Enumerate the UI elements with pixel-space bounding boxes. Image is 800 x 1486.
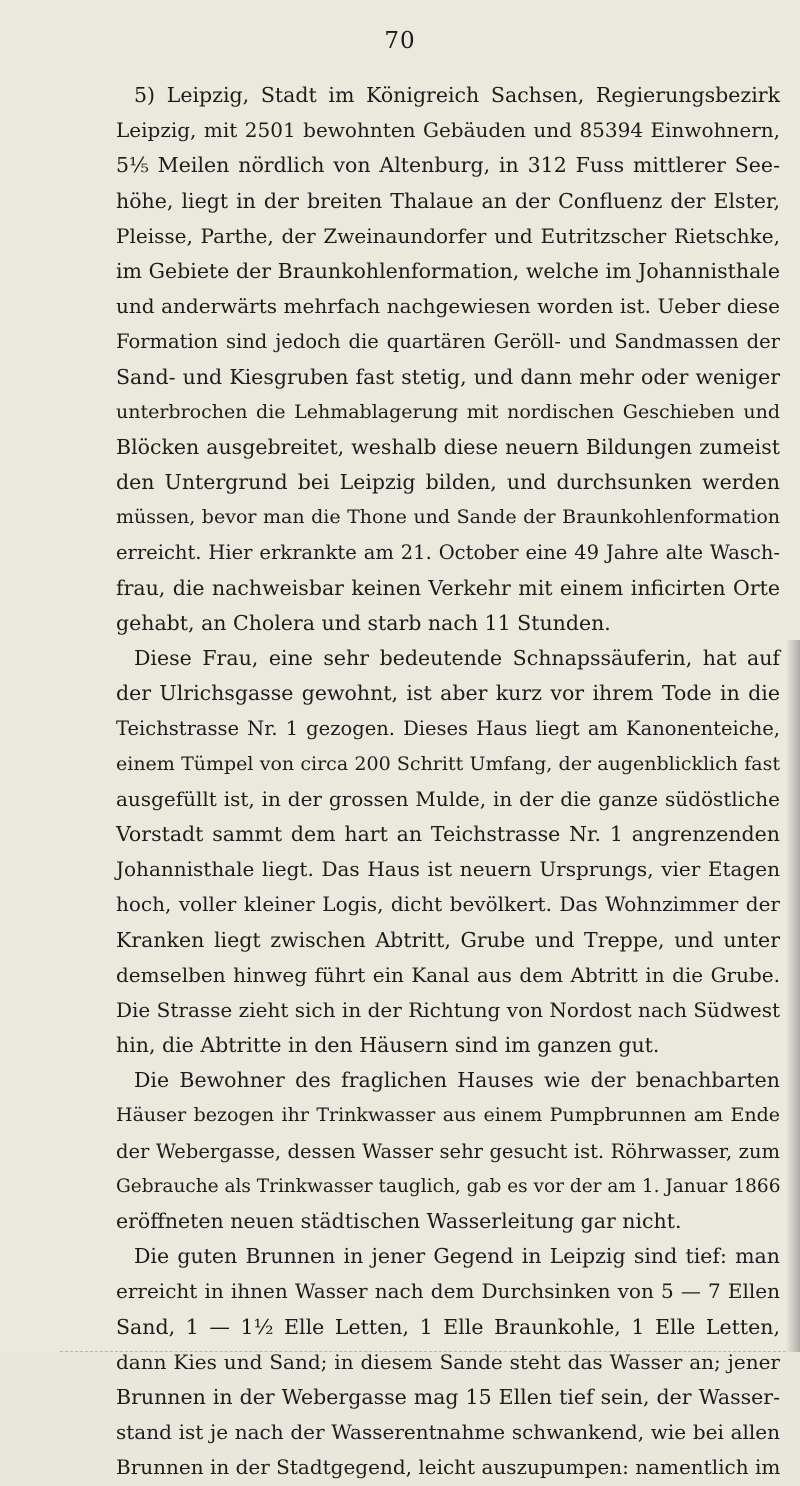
text-line: der Webergasse, dessen Wasser sehr gesucht ist. Röhrwasser, zum <box>116 1139 780 1163</box>
text-line: Vorstadt sammt dem hart an Teichstrasse Nr. 1 angrenzenden <box>116 821 780 846</box>
text-line: Häuser bezogen ihr Trinkwasser aus einem Pumpbrunnen am Ende <box>116 1104 780 1127</box>
text-line: demselben hinweg führt ein Kanal aus dem Abtritt in die Grube. <box>116 962 780 987</box>
page-number: 70 <box>384 28 416 54</box>
text-line: stand ist je nach der Wasserentnahme schwankend, wie bei allen <box>116 1420 780 1445</box>
text-line: Die guten Brunnen in jener Gegend in Leipzig sind tief: man <box>134 1244 780 1269</box>
text-line: hoch, voller kleiner Logis, dicht bevölkert. Das Wohnzimmer der <box>116 892 780 917</box>
text-line: frau, die nachweisbar keinen Verkehr mit einem inficirten Orte <box>116 575 780 600</box>
text-line: Gebrauche als Trinkwasser tauglich, gab es vor der am 1. Januar 1866 <box>116 1175 781 1197</box>
text-line: den Untergrund bei Leipzig bilden, und durchsunken werden <box>116 470 780 495</box>
text-line: Pleisse, Parthe, der Zweinaundorfer und Eutritzscher Rietschke, <box>116 223 780 248</box>
text-line: hin, die Abtritte in den Häusern sind im ganzen gut. <box>116 1033 660 1058</box>
text-line: höhe, liegt in der breiten Thalaue an der Confluenz der Elster, <box>116 188 780 213</box>
text-line: Teichstrasse Nr. 1 gezogen. Dieses Haus liegt am Kanonenteiche, <box>116 717 780 741</box>
text-line: gehabt, an Cholera und starb nach 11 Stunden. <box>116 610 611 635</box>
text-line: dann Kies und Sand; in diesem Sande steht das Wasser an; jener <box>116 1349 780 1374</box>
text-line: 5) Leipzig, Stadt im Königreich Sachsen, Regierungsbezirk <box>134 83 780 107</box>
text-line: Diese Frau, eine sehr bedeutende Schnapssäuferin, hat auf <box>134 646 780 670</box>
text-line: der Ulrichsgasse gewohnt, ist aber kurz vor ihrem Tode in die <box>116 681 780 706</box>
body-text <box>116 78 780 1486</box>
text-line: Kranken liegt zwischen Abtritt, Grube und Treppe, und unter <box>116 927 780 952</box>
text-line: Die Bewohner des fraglichen Hauses wie der benachbarten <box>134 1068 780 1093</box>
text-line: ausgefüllt ist, in der grossen Mulde, in der die ganze südöstliche <box>116 786 780 811</box>
text-line: Die Strasse zieht sich in der Richtung von Nordost nach Südwest <box>116 997 780 1022</box>
text-line: müssen, bevor man die Thone und Sande der Braunkohlenformation <box>116 506 780 529</box>
text-line: Blöcken ausgebreitet, weshalb diese neuern Bildungen zumeist <box>116 434 780 459</box>
text-line: eröffneten neuen städtischen Wasserleitung gar nicht. <box>116 1209 682 1233</box>
page-edge-shadow <box>786 640 800 1352</box>
text-line: und anderwärts mehrfach nachgewiesen worden ist. Ueber diese <box>116 294 780 319</box>
text-line: unterbrochen die Lehmablagerung mit nordischen Geschieben und <box>116 400 780 423</box>
text-line: Brunnen in der Stadtgegend, leicht auszupumpen: namentlich im <box>116 1455 781 1480</box>
text-line: Brunnen in der Webergasse mag 15 Ellen tief sein, der Wasser- <box>116 1384 780 1409</box>
text-line: Formation sind jedoch die quartären Geröll- und Sandmassen der <box>116 330 780 354</box>
text-line: 5⅕ Meilen nördlich von Altenburg, in 312 Fuss mittlerer See- <box>116 153 780 178</box>
text-line: Sand, 1 — 1½ Elle Letten, 1 Elle Braunkohle, 1 Elle Letten, <box>116 1314 780 1339</box>
text-line: Sand- und Kiesgruben fast stetig, und dann mehr oder weniger <box>116 364 780 389</box>
text-line: im Gebiete der Braunkohlenformation, welche im Johannisthale <box>116 258 780 283</box>
text-line: einem Tümpel von circa 200 Schritt Umfang, der augenblicklich fast <box>116 752 780 775</box>
text-line: erreicht. Hier erkrankte am 21. October eine 49 Jahre alte Wasch- <box>116 541 780 565</box>
text-line: Johannisthale liegt. Das Haus ist neuern Ursprungs, vier Etagen <box>116 857 780 882</box>
text-line: erreicht in ihnen Wasser nach dem Durchsinken von 5 — 7 Ellen <box>116 1279 780 1304</box>
text-line: Leipzig, mit 2501 bewohnten Gebäuden und 85394 Einwohnern, <box>116 118 780 143</box>
